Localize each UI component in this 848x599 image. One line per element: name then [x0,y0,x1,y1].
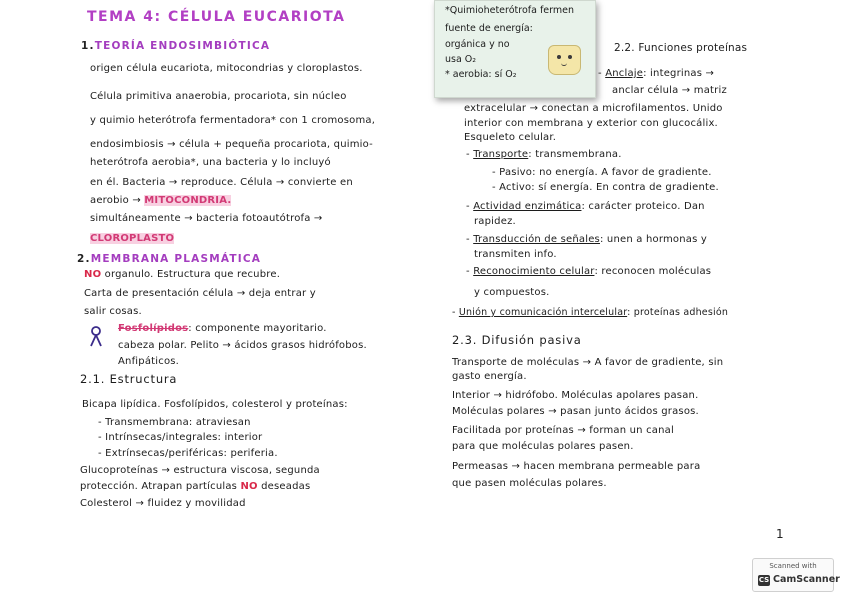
s21-line-7: Colesterol → fluidez y movilidad [80,498,246,509]
aerobio-text: aerobio → [90,195,145,206]
s23-line-3: Interior → hidrófobo. Moléculas apolares pasan. [452,390,699,401]
s22-actividad: - Actividad enzimática: carácter proteico. Dan [466,201,705,212]
s23-line-8: que pasen moléculas polares. [452,478,607,489]
s21-line-5: Glucoproteínas → estructura viscosa, segunda [80,465,320,476]
mitocondria-term: MITOCONDRIA. [144,195,232,206]
sticky-note [434,0,596,98]
s23-line-1: Transporte de moléculas → A favor de gradiente, sin [452,357,724,368]
s2-line-1 [84,268,280,282]
chibi-doodle-icon [548,45,581,75]
s22-line-esqueleto: Esqueleto celular. [464,132,557,143]
s22-anclaje [598,67,714,81]
s1-line-8: simultáneamente → bacteria fotoautótrofa → [90,213,323,224]
s22-activo: - Activo: sí energía. En contra de gradiente. [492,182,719,193]
s22-rapidez: rapidez. [474,216,516,227]
transduccion-desc: : unen a hormonas y [599,234,707,245]
camscanner-text: CamScanner [773,574,840,585]
transduccion-term: Transducción de señales [473,234,600,245]
s2-line-2: Carta de presentación célula → deja entrar y [84,288,316,299]
s22-reconocimiento: - Reconocimiento celular: reconocen moléculas [466,266,712,277]
transporte-desc: : transmembrana. [528,149,622,160]
dash: - [598,68,606,79]
anclaje-desc: : integrinas → [643,68,715,79]
section-1-title: TEORÍA ENDOSIMBIÓTICA [94,40,271,52]
sticky-line-5: * aerobia: sí O₂ [445,69,517,80]
organulo-text: organulo. Estructura que recubre. [101,269,281,280]
no-label: NO [84,269,102,280]
s1-line-7 [90,194,231,208]
section-1-heading [81,40,270,52]
section-2-heading [77,253,261,265]
s21-line-3: - Intrínsecas/integrales: interior [98,432,263,443]
anclaje-term: Anclaje [605,68,644,79]
union-desc: : proteínas adhesión [627,307,729,318]
union-term: Unión y comunicación intercelular [458,307,628,318]
page-number: 1 [776,527,784,541]
s1-line-9 [90,232,174,246]
section-2-title: MEMBRANA PLASMÁTICA [90,253,262,265]
proteccion-text: protección. Atrapan partículas [80,481,241,492]
s22-transporte: - Transporte: transmembrana. [466,149,622,160]
reconocimiento-desc: : reconocen moléculas [594,266,712,277]
cloroplasto-term: CLOROPLASTO [90,233,175,244]
section-1-number: 1. [81,40,95,52]
fosfolipidos-term: Fosfolípidos [118,323,189,334]
s22-line-extra: extracelular → conectan a microfilamentos. Unido [464,103,723,114]
camscanner-watermark [752,558,840,592]
s22-line-anclar: anclar célula → matriz [612,85,727,96]
s1-line-3: y quimio heterótrofa fermentadora* con 1 cromosoma, [90,115,376,126]
s1-line-1: origen célula eucariota, mitocondrias y cloroplastos. [90,63,363,74]
s23-line-6: para que moléculas polares pasen. [452,441,634,452]
s2-line-fosfo [118,322,327,336]
section-2-1-heading: 2.1. Estructura [80,372,178,386]
s23-line-7: Permeasas → hacen membrana permeable para [452,461,701,472]
sticky-line-3: orgánica y no [445,39,510,50]
stick-figure-icon [89,326,103,348]
section-2-number: 2. [77,253,91,265]
s22-transmiten: transmiten info. [474,249,557,260]
transporte-term: Transporte [473,149,529,160]
sticky-line-2: fuente de energía: [445,23,533,34]
scanned-with-text: Scanned with [769,562,817,570]
reconocimiento-term: Reconocimiento celular [473,266,595,277]
s21-line-2: - Transmembrana: atraviesan [98,417,251,428]
camscanner-logo-icon: CS [758,576,770,584]
section-2-2-heading: 2.2. Funciones proteínas [614,42,748,54]
s22-pasivo: - Pasivo: no energía. A favor de gradiente. [492,167,712,178]
s22-line-interior: interior con membrana y exterior con glucocálix. [464,118,718,129]
fosfolipidos-desc: : componente mayoritario. [188,323,327,334]
section-2-3-heading: 2.3. Difusión pasiva [452,333,582,347]
s21-line-1: Bicapa lipídica. Fosfolípidos, colesterol y proteínas: [82,399,348,410]
sticky-line-1: *Quimioheterótrofa fermen [445,5,575,16]
sticky-line-4: usa O₂ [445,54,477,65]
deseadas-text: deseadas [257,481,311,492]
page-title: TEMA 4: CÉLULA EUCARIOTA [87,9,346,25]
s1-line-5: heterótrofa aerobia*, una bacteria y lo incluyó [90,157,331,168]
no-deseadas-mark: NO [240,481,258,492]
s2-line-cabeza: cabeza polar. Pelito → ácidos grasos hidrófobos. [118,340,367,351]
actividad-term: Actividad enzimática [473,201,582,212]
s2-line-3: salir cosas. [84,306,142,317]
s22-union: - Unión y comunicación intercelular: proteínas adhesión [452,307,729,318]
s21-line-4: - Extrínsecas/periféricas: periferia. [98,448,278,459]
s22-transduccion: - Transducción de señales: unen a hormonas y [466,234,707,245]
s1-line-4: endosimbiosis → célula + pequeña procariota, quimio- [90,139,373,150]
s23-line-5: Facilitada por proteínas → forman un canal [452,425,674,436]
s23-line-2: gasto energía. [452,371,527,382]
s1-line-6: en él. Bacteria → reproduce. Célula → convierte en [90,177,353,188]
s22-compuestos: y compuestos. [474,287,550,298]
s2-line-anfi: Anfipáticos. [118,356,180,367]
s1-line-2: Célula primitiva anaerobia, procariota, sin núcleo [90,91,347,102]
s23-line-4: Moléculas polares → pasan junto ácidos grasos. [452,406,699,417]
s21-line-6 [80,480,310,494]
actividad-desc: : carácter proteico. Dan [581,201,705,212]
